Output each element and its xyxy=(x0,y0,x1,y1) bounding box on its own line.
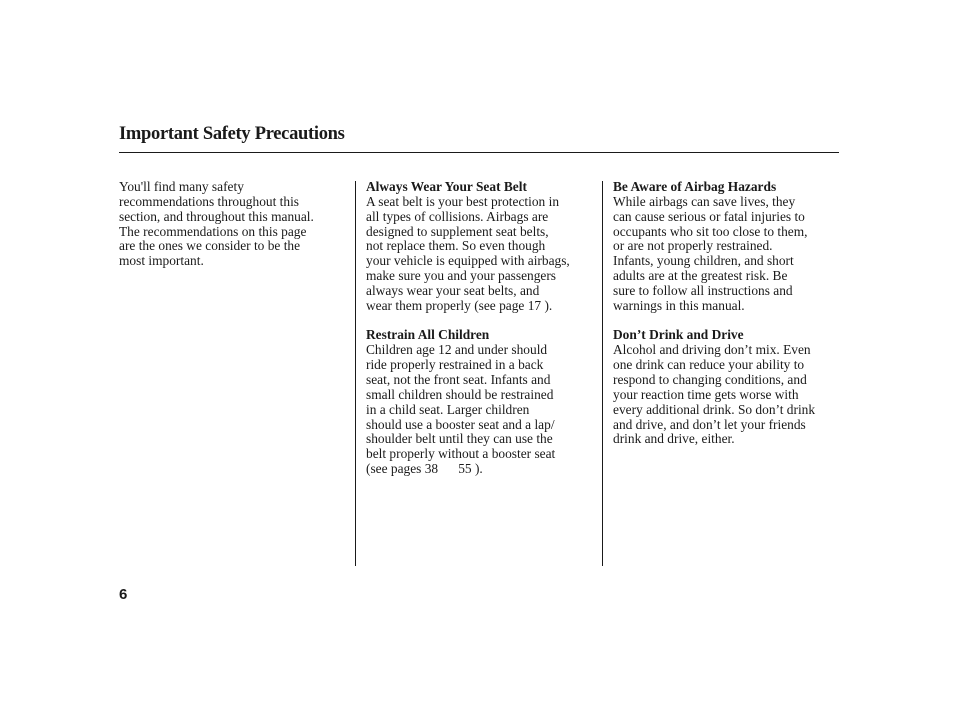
drink-drive-line: drink and drive, either. xyxy=(613,431,735,447)
column-divider-2 xyxy=(602,181,603,566)
airbag-line: Infants, young children, and short xyxy=(613,253,794,269)
intro-paragraph xyxy=(119,180,349,269)
children-line: belt properly without a booster seat xyxy=(366,446,556,462)
seat-belt-line: make sure you and your passengers xyxy=(366,268,557,284)
children-line: (see pages 38 55 ). xyxy=(366,461,483,477)
drink-drive-section xyxy=(613,328,843,447)
intro-line: The recommendations on this page xyxy=(119,223,307,239)
page-title: Important Safety Precautions xyxy=(119,124,345,144)
airbag-line: adults are at the greatest risk. Be xyxy=(613,268,788,284)
column-divider-1 xyxy=(355,181,356,566)
airbag-line: can cause serious or fatal injuries to xyxy=(613,208,805,224)
drink-drive-line: respond to changing conditions, and xyxy=(613,371,807,387)
children-heading: Restrain All Children xyxy=(366,327,490,343)
seat-belt-section xyxy=(366,180,598,314)
airbag-line: sure to follow all instructions and xyxy=(613,282,793,298)
seat-belt-line: designed to supplement seat belts, xyxy=(366,223,549,239)
children-line: ride properly restrained in a back xyxy=(366,357,544,373)
children-line: seat, not the front seat. Infants and xyxy=(366,371,551,387)
section-gap xyxy=(613,314,843,329)
middle-column xyxy=(366,180,598,477)
children-line: shoulder belt until they can use the xyxy=(366,431,553,447)
seat-belt-heading: Always Wear Your Seat Belt xyxy=(366,179,527,194)
airbag-line: While airbags can save lives, they xyxy=(613,193,796,209)
airbag-line: warnings in this manual. xyxy=(613,297,745,313)
title-rule xyxy=(119,152,839,153)
children-line: in a child seat. Larger children xyxy=(366,401,530,417)
intro-line: are the ones we consider to be the xyxy=(119,238,301,254)
intro-line: recommendations throughout this xyxy=(119,193,300,209)
intro-line: section, and throughout this manual. xyxy=(119,208,314,224)
intro-line: You'll find many safety xyxy=(119,179,244,194)
right-column xyxy=(613,180,843,447)
intro-column xyxy=(119,180,349,269)
children-line: should use a booster seat and a lap/ xyxy=(366,416,555,432)
drink-drive-line: and drive, and don’t let your friends xyxy=(613,416,806,432)
seat-belt-line: your vehicle is equipped with airbags, xyxy=(366,253,570,269)
seat-belt-line: not replace them. So even though xyxy=(366,238,546,254)
page-number: 6 xyxy=(119,586,128,603)
airbag-line: or are not properly restrained. xyxy=(613,238,773,254)
intro-line: most important. xyxy=(119,253,204,269)
drink-drive-line: one drink can reduce your ability to xyxy=(613,357,805,373)
drink-drive-heading: Don’t Drink and Drive xyxy=(613,327,744,343)
drink-drive-line: Alcohol and driving don’t mix. Even xyxy=(613,342,811,358)
airbag-line: occupants who sit too close to them, xyxy=(613,223,808,239)
seat-belt-line: always wear your seat belts, and xyxy=(366,282,540,298)
section-gap xyxy=(366,314,598,329)
seat-belt-line: wear them properly (see page 17 ). xyxy=(366,297,553,313)
seat-belt-line: A seat belt is your best protection in xyxy=(366,193,560,209)
seat-belt-line: all types of collisions. Airbags are xyxy=(366,208,549,224)
children-line: Children age 12 and under should xyxy=(366,342,548,358)
airbag-heading: Be Aware of Airbag Hazards xyxy=(613,179,777,194)
children-line: small children should be restrained xyxy=(366,386,554,402)
drink-drive-line: your reaction time gets worse with xyxy=(613,386,799,402)
children-section xyxy=(366,328,598,476)
drink-drive-line: every additional drink. So don’t drink xyxy=(613,401,816,417)
airbag-section xyxy=(613,180,843,314)
